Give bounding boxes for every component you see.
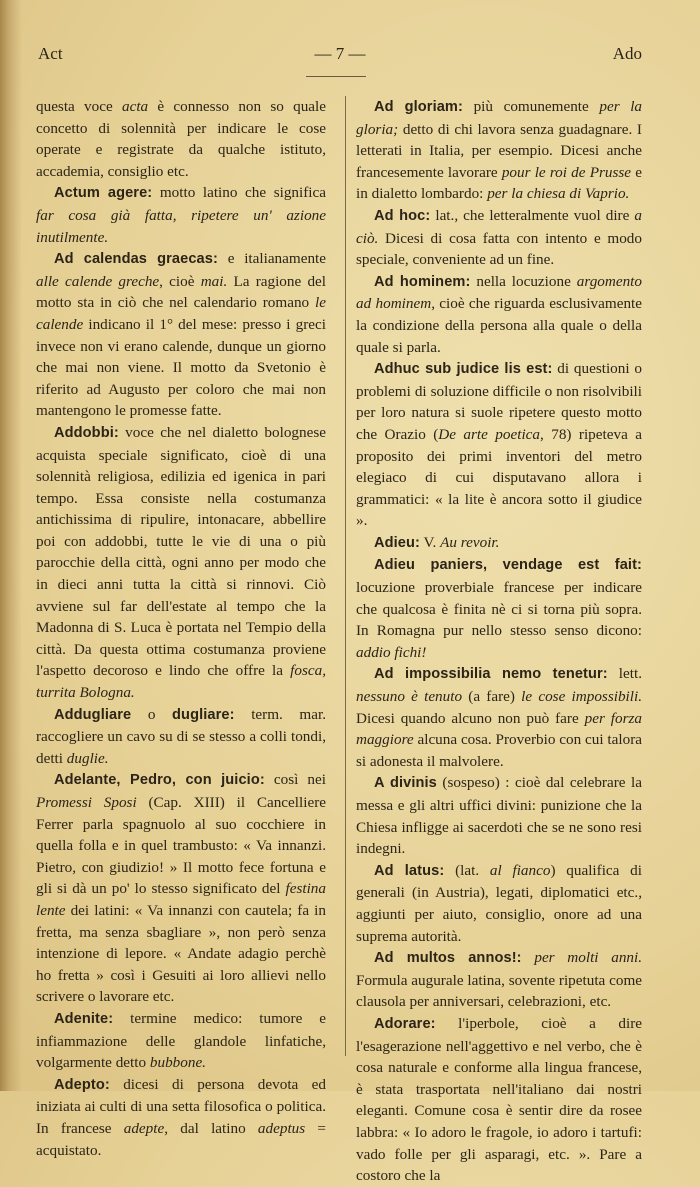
- entry-text: (lat.: [444, 861, 490, 879]
- entry-text: locuzione proverbiale francese per indicare che qualcosa è finita nè ci si torna più sopra. In Romagna pur nello stesso senso dicono:: [356, 579, 642, 640]
- headword: Ad gloriam:: [374, 99, 463, 115]
- entry-text: , cioè che riguarda esclusivamente la condizione della persona alla quale o della quale si parla.: [356, 295, 642, 356]
- entry-text: e italianamente: [217, 250, 326, 268]
- entry-text: dicesi di persona devota ed iniziata ai culti di una setta filosofica o politica. In francese: [36, 1075, 326, 1137]
- entry-text: , dal latino: [164, 1119, 258, 1137]
- italic-text: per molti anni.: [534, 949, 643, 967]
- dictionary-entry: [356, 532, 642, 555]
- entry-text: , cioè: [159, 272, 201, 290]
- headword-variant: dugliare:: [172, 706, 235, 723]
- italic-text: bubbone.: [149, 1054, 206, 1072]
- italic-text: per la chiesa di Vaprio.: [487, 185, 630, 203]
- entry-text: term. mar. raccogliere un cavo su di se stesso a colli tondi, detti: [36, 705, 327, 767]
- headword: Ad multos annos!:: [374, 950, 522, 967]
- right-column: [356, 96, 642, 1187]
- entry-text: è connesso non so quale concetto di solennità per indicare le cose operate e registrate da qualche istituto, accademia, consiglio etc.: [36, 98, 327, 180]
- dictionary-entry: [356, 554, 642, 663]
- page-header: [38, 44, 642, 72]
- italic-text: a ciò.: [356, 206, 642, 247]
- italic-text: festina lente: [36, 880, 326, 919]
- italic-text: adepte: [123, 1119, 165, 1137]
- entry-text: di questioni o problemi di soluzione difficile o non risolvibili per loro natura si suole ripetere questo motto che Orazio (: [356, 360, 642, 443]
- italic-text: per la gloria;: [356, 98, 643, 138]
- dictionary-entry: [356, 772, 642, 859]
- dictionary-entry: [356, 205, 642, 271]
- italic-text: addio fichi!: [356, 643, 427, 661]
- italic-text: duglie.: [66, 749, 109, 767]
- entry-text: nella locuzione: [470, 272, 577, 290]
- dictionary-entry: [356, 663, 642, 772]
- headword: Ad hominem:: [374, 273, 471, 290]
- dictionary-entry: [36, 1008, 326, 1074]
- entry-text: ) qualifica di generali (in Austria), legati, diplomatici etc., aggiunti per aiuto, consiglio, onore ad una suprema autorità.: [356, 861, 642, 945]
- dictionary-entry: [36, 704, 326, 770]
- italic-text: alle calende greche: [36, 272, 160, 290]
- italic-text: le cose impossibili.: [521, 688, 643, 706]
- italic-text: Au revoir.: [440, 533, 500, 551]
- headword: Adieu paniers, vendage est fait:: [374, 557, 642, 574]
- italic-text: argomento ad hominem: [356, 272, 642, 313]
- dictionary-entry: [356, 358, 642, 532]
- headword: Ad hoc:: [374, 207, 431, 224]
- dictionary-entry: [36, 182, 326, 248]
- entry-text: alcuna cosa. Proverbio con cui talora si adonesta il malvolere.: [356, 731, 642, 770]
- headword: Actum agere:: [54, 185, 153, 202]
- header-rule: [306, 76, 366, 77]
- book-spine-shadow: [0, 0, 22, 1091]
- italic-text: pour le roi de Prusse: [501, 163, 632, 181]
- entry-text: l'iperbole, cioè a dire l'esagerazione nell'aggettivo e nel verbo, che è cosa naturale e conforme alla lingua francese, è stata trasportata nell'italiano dai nostri eleganti. Comune cosa è sentir dire da rosee labbra: « Io adoro le fragole, io adoro i tartufi: vado folle per gli asparagi, etc. ». Pare a costoro che la: [356, 1014, 642, 1185]
- headword: Adieu:: [374, 534, 420, 551]
- italic-text: far cosa già fatta, ripetere un' azione inutilmente.: [36, 206, 326, 246]
- italic-text: fosca, turrita Bologna.: [36, 662, 326, 702]
- headword: Adhuc sub judice lis est:: [374, 361, 553, 378]
- entry-text: La ragione del motto sta in ciò che nel calendario romano: [36, 272, 326, 312]
- entry-text: indicano il 1° del mese: presso i greci invece non vi erano calende, dunque un giorno che mai non viene. Il motto da Svetonio è riferito ad Augusto per coloro che mai non mantengono le promesse fatte.: [36, 315, 326, 420]
- entry-text: = acquistato.: [36, 1119, 326, 1159]
- entry-text: (sospeso) : cioè dal celebrare la messa e gli altri uffici divini: punizione che la Chiesa infligge ai sacerdoti che se ne sono resi indegni.: [356, 774, 643, 858]
- italic-text: acta: [121, 98, 149, 115]
- entry-text: lat., che letteralmente vuol dire: [430, 206, 635, 224]
- entry-text: Formula augurale latina, sovente ripetuta come clausola per anniversari, celebrazioni, etc.: [356, 971, 642, 1011]
- entry-text: lett.: [607, 665, 642, 683]
- headword: Ad calendas graecas:: [54, 251, 218, 268]
- headword: Adelante, Pedro, con juicio:: [54, 772, 265, 789]
- italic-text: adeptus: [257, 1119, 306, 1137]
- entry-text: (Cap. XIII) il Cancelliere Ferrer parla spagnuolo al suo cocchiere in quella folla e in quel trambusto: « Va innanzi. Pietro, con giudizio! » Il motto fece fortuna e gli si dà un po' lo stesso significato del: [36, 794, 326, 898]
- dictionary-entry: [356, 271, 642, 358]
- entry-text: o: [131, 705, 173, 723]
- dictionary-entry: [36, 1074, 326, 1161]
- dictionary-entry: [36, 422, 326, 704]
- entry-text: , 78) ripeteva a proposito dei primi inventori del metro elegiaco di cui disputavano allora i grammatici: « la lite è ancora sotto il giudice ».: [356, 425, 642, 530]
- entry-text: detto di chi lavora senza guadagnare. I letterati in Italia, per esempio. Dicesi anche francesemente lavorare: [356, 120, 642, 181]
- entry-text: e in dialetto lombardo:: [356, 163, 642, 203]
- italic-text: le calende: [36, 294, 326, 333]
- column-separator: [345, 96, 346, 1056]
- running-head-right: Ado: [612, 44, 642, 63]
- italic-text: per forza maggiore: [356, 709, 642, 749]
- italic-text: Promessi Sposi: [36, 794, 137, 811]
- italic-text: nessuno è tenuto: [356, 688, 463, 706]
- entry-text: più comunemente: [462, 98, 600, 115]
- entry-text: (a fare): [462, 688, 522, 706]
- dictionary-entry: [36, 769, 326, 1008]
- entry-text: motto latino che significa: [152, 184, 327, 202]
- entry-text: Dicesi quando alcuno non può fare: [356, 709, 585, 727]
- headword: Addobbi:: [54, 424, 119, 441]
- headword: Addugliare: [54, 706, 132, 723]
- page-number: — 7 —: [314, 44, 366, 63]
- entry-text: V.: [420, 533, 441, 551]
- dictionary-entry: [356, 1013, 642, 1187]
- headword: Adenite:: [54, 1010, 114, 1027]
- italic-text: al fianco: [489, 861, 551, 879]
- headword: Adepto:: [54, 1076, 110, 1093]
- dictionary-entry: [356, 860, 642, 947]
- headword: A divinis: [374, 775, 437, 792]
- dictionary-entry: [36, 248, 326, 422]
- headword: Ad latus:: [374, 862, 445, 879]
- dictionary-entry: [356, 96, 642, 205]
- dictionary-entry: [36, 96, 326, 182]
- running-head-left: Act: [38, 44, 63, 63]
- entry-text: termine medico: tumore e infiammazione delle glandole linfatiche, volgarmente detto: [36, 1009, 326, 1072]
- left-column: [36, 96, 326, 1161]
- entry-text: Dicesi di cosa fatta con intento e modo speciale, conveniente ad un fine.: [356, 229, 642, 269]
- headword: Ad impossibilia nemo tenetur:: [374, 666, 608, 683]
- dictionary-entry: [356, 947, 642, 1013]
- italic-text: mai.: [200, 272, 228, 290]
- entry-text: questa voce: [36, 98, 122, 115]
- entry-text: dei latini: « Va innanzi con cautela; fa in fretta, ma senza sbagliare », non però senza intenzione di lepore. « Andate adagio perchè ho fretta » così i Gesuiti ai loro allievi nello scrivere o lavorare etc.: [36, 901, 326, 1006]
- italic-text: De arte poetica: [438, 425, 541, 443]
- entry-text: [522, 949, 535, 966]
- headword: Adorare:: [374, 1015, 436, 1032]
- entry-text: così nei: [264, 771, 326, 789]
- entry-text: voce che nel dialetto bolognese acquista speciale significato, cioè di una solennità religiosa, edilizia ed igenica in pari tempo. Essa consiste nella costumanza antichissima di ripulire, intonacare, abbellire poi con addobbi, tutte le vie di una o più parocchie della città, ogni anno per modo che in dieci anni tutta la città si rinnovi. Ciò avviene sul far dell'estate al tempo che la Madonna di S. Luca è portata nel Tempio della città. Da questa ottima costumanza proviene l'aspetto decoroso e lindo che offre la: [36, 423, 326, 680]
